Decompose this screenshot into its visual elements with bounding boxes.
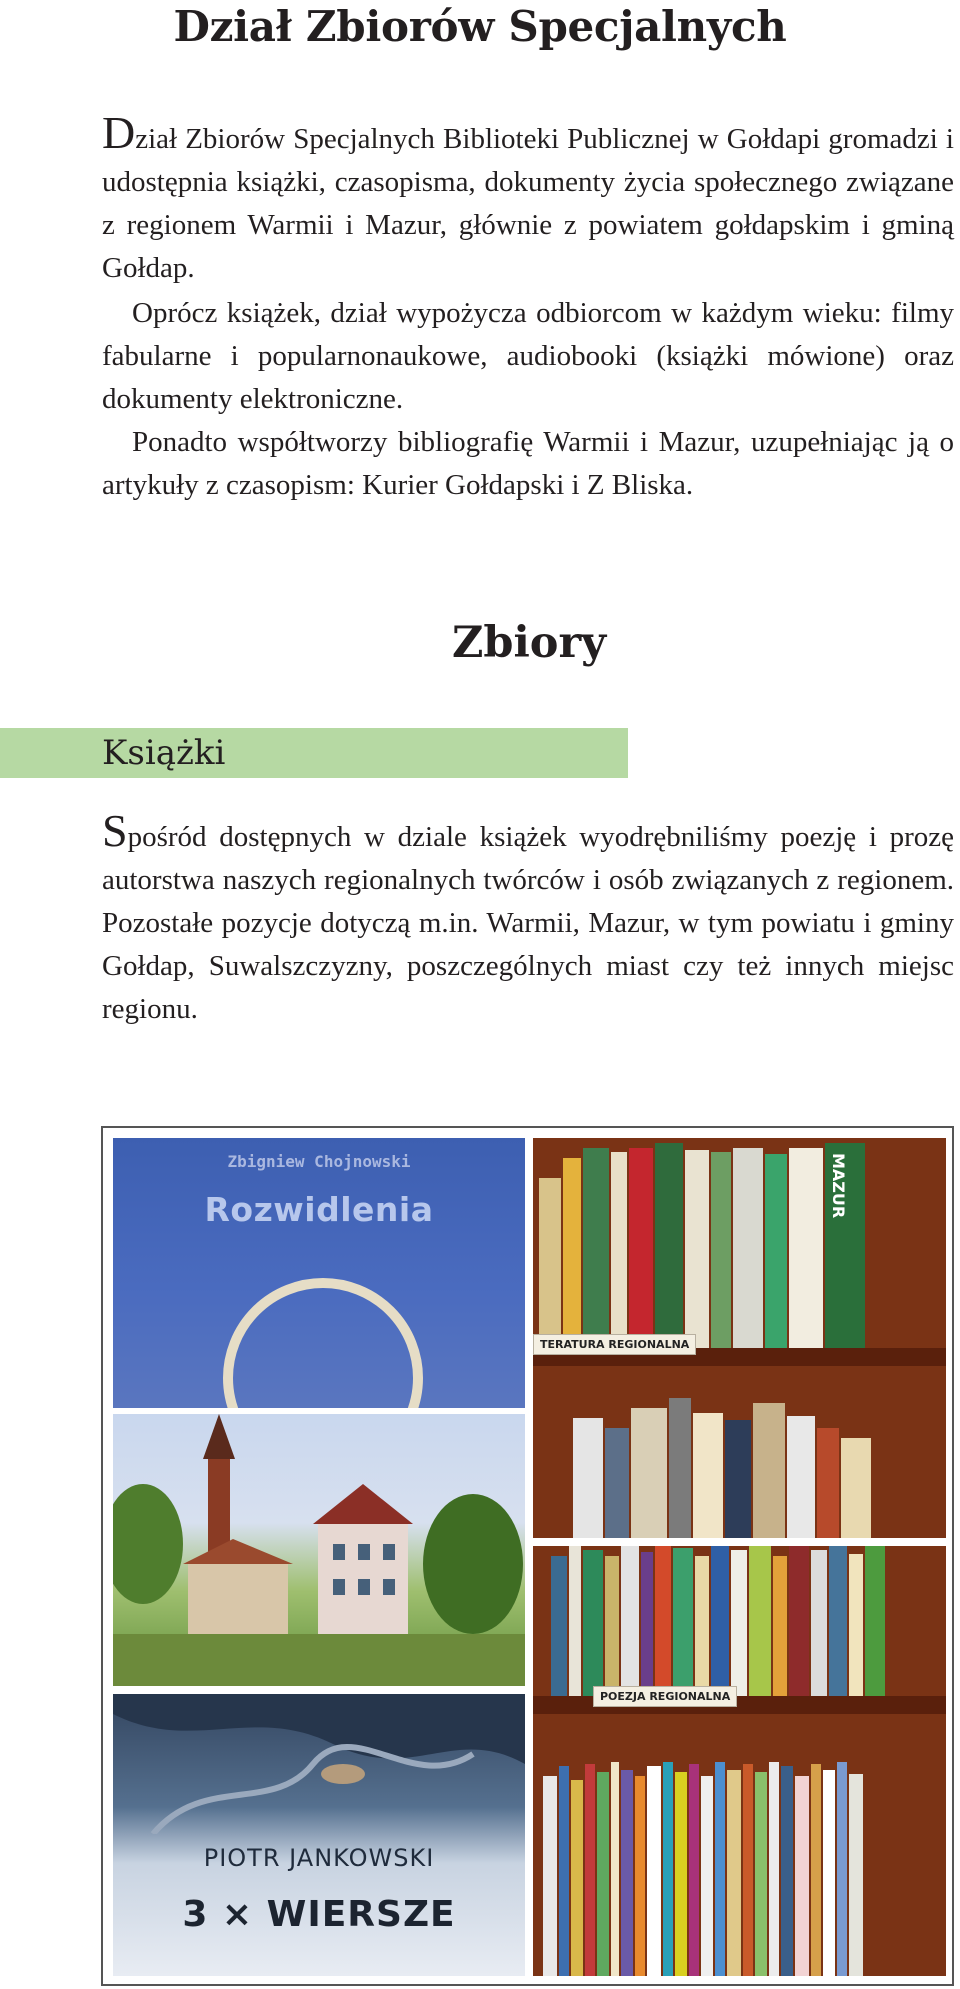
books-row <box>543 1756 863 1976</box>
book-spine-title: MAZUR <box>829 1153 848 1219</box>
collections-paragraph <box>102 805 954 1031</box>
photo-gallery <box>101 1126 954 1986</box>
books-row <box>573 1366 871 1538</box>
bookshelf-photo-regional-poetry <box>533 1546 946 1976</box>
book-cover-rozwidlenia <box>113 1138 525 1408</box>
shelf-label: TERATURA REGIONALNA <box>533 1334 696 1355</box>
page-title: Dział Zbiorów Specjalnych <box>173 2 787 51</box>
intro-paragraph-1 <box>102 107 954 290</box>
steering-wheel-illustration <box>223 1278 423 1408</box>
cover-title: 3 × WIERSZE <box>182 1894 456 1935</box>
book-cover-3-wiersze <box>113 1694 525 1976</box>
paragraph-text: pośród dostępnych w dziale książek wyodrębniliśmy poezję i prozę autorstwa naszych regionalnych twórców i osób związanych z regionem. Pozostałe pozycje dotyczą m.in. Warmii, Mazur, w tym powiatu i gminy Gołdap, Suwalszczyzny, poszczególnych miast czy też innych miejsc regionu. <box>102 821 954 1025</box>
section-heading: Zbiory <box>452 618 607 668</box>
shelf-label: POEZJA REGIONALNA <box>593 1686 737 1707</box>
paragraph-text: ział Zbiorów Specjalnych Biblioteki Publicznej w Gołdapi gromadzi i udostępnia książki, czasopisma, dokumenty życia społecznego związane z regionem Warmii i Mazur, głównie z powiatem gołdapskim i gminą Gołdap. <box>102 123 954 284</box>
intro-paragraph-2: Oprócz książek, dział wypożycza odbiorcom w każdym wieku: filmy fabularne i popularnonaukowe, audiobooki (książki mówione) oraz dokumenty elektroniczne. <box>102 297 954 415</box>
town-painting-illustration <box>113 1414 525 1686</box>
cover-author: Zbigniew Chojnowski <box>227 1152 411 1171</box>
dropcap: D <box>102 107 136 158</box>
books-row <box>539 1138 865 1348</box>
bookshelf-photo-regional-literature <box>533 1138 946 1538</box>
section-label: Książki <box>102 733 226 773</box>
cover-author: PIOTR JANKOWSKI <box>203 1844 435 1872</box>
cover-title: Rozwidlenia <box>204 1190 434 1229</box>
book-cover-town-painting <box>113 1414 525 1686</box>
intro-paragraph-3: Ponadto współtworzy bibliografię Warmii i Mazur, uzupełniając ją o artykuły z czasopism: Kurier Gołdapski i Z Bliska. <box>102 426 954 501</box>
dropcap: S <box>102 805 128 856</box>
section-bar <box>0 728 628 778</box>
cover-artwork <box>113 1694 525 1834</box>
books-row <box>551 1546 885 1696</box>
